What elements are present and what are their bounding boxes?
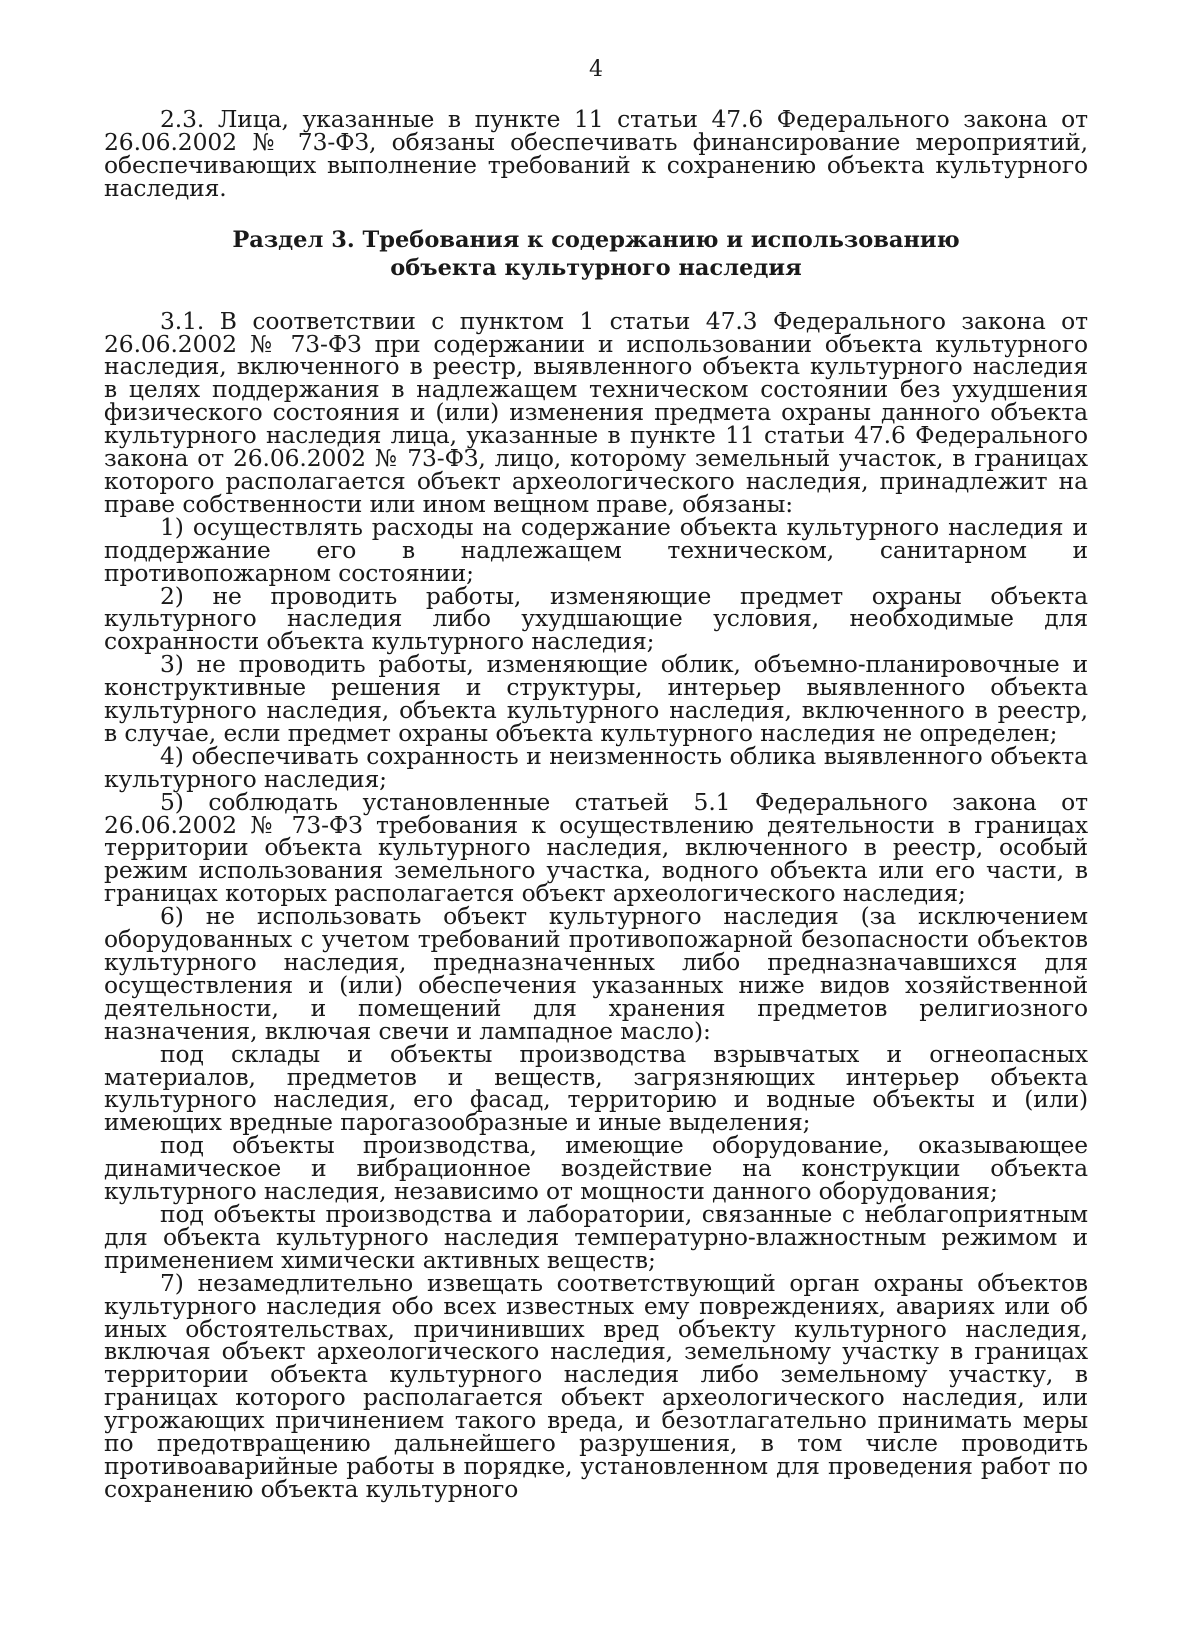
list-item: под объекты производства и лаборатории, связанные с неблагоприятным для объекта культурного наследия температурно-влажностным режимом и применением химически активных веществ; (104, 1199, 1088, 1274)
list-item: 5) соблюдать установленные статьей 5.1 Федерального закона от 26.06.2002 № 73-ФЗ требования к осуществлению деятельности в границах территории объекта культурного наследия, включенного в реестр, особый режим использования земельного участка, водного объекта или его части, в границах которых располагается объект археологического наследия; (104, 787, 1088, 908)
section-3-heading-line-1: Раздел 3. Требования к содержанию и использованию (232, 226, 960, 253)
section-3-heading (104, 226, 1088, 282)
list-item: под склады и объекты производства взрывчатых и огнеопасных материалов, предметов и веществ, загрязняющих интерьер объекта культурного наследия, его фасад, территорию и водные объекты и (или) имеющих вредные парогазообразные и иные выделения; (104, 1039, 1088, 1137)
page-number: 4 (589, 57, 603, 82)
list-item: 6) не использовать объект культурного наследия (за исключением оборудованных с учетом требований противопожарной безопасности объектов культурного наследия, предназначенных либо предназначавшихся для осуществления и (или) обеспечения указанных ниже видов хозяйственной деятельности, и помещений для хранения предметов религиозного назначения, включая свечи и лампадное масло): (104, 902, 1088, 1045)
list-item: 4) обеспечивать сохранность и неизменность облика выявленного объекта культурного наследия; (104, 741, 1088, 793)
list-item: 2) не проводить работы, изменяющие предмет охраны объекта культурного наследия либо ухудшающие условия, необходимые для сохранности объекта культурного наследия; (104, 581, 1088, 656)
paragraph-3-1: 3.1. В соответствии с пунктом 1 статьи 47.3 Федерального закона от 26.06.2002 № 73-ФЗ при содержании и использовании объекта культурного наследия, включенного в реестр, выявленного объекта культурного наследия в целях поддержания в надлежащем техническом состоянии без ухудшения физического состояния и (или) изменения предмета охраны данного объекта культурного наследия лица, указанные в пункте 11 статьи 47.6 Федерального закона от 26.06.2002 № 73-ФЗ, лицо, которому земельный участок, в границах которого располагается объект археологического наследия, принадлежит на праве собственности или ином вещном праве, обязаны: (104, 306, 1088, 518)
list-item: 3) не проводить работы, изменяющие облик, объемно-планировочные и конструктивные решения и структуры, интерьер выявленного объекта культурного наследия, объекта культурного наследия, включенного в реестр, в случае, если предмет охраны объекта культурного наследия не определен; (104, 650, 1088, 747)
document-page (104, 56, 1088, 1501)
section-3-heading-line-2: объекта культурного наследия (390, 254, 802, 281)
paragraph-2-3: 2.3. Лица, указанные в пункте 11 статьи 47.6 Федерального закона от 26.06.2002 № 73-ФЗ, обязаны обеспечивать финансирование мероприятий, обеспечивающих выполнение требований к сохранению объекта культурного наследия. (104, 105, 1088, 202)
list-item: под объекты производства, имеющие оборудование, оказывающее динамическое и вибрационное воздействие на конструкции объекта культурного наследия, независимо от мощности данного оборудования; (104, 1131, 1088, 1206)
obligations-list (104, 512, 1088, 1503)
list-item: 1) осуществлять расходы на содержание объекта культурного наследия и поддержание его в надлежащем техническом, санитарном и противопожарном состоянии; (104, 512, 1088, 587)
list-item: 7) незамедлительно извещать соответствующий орган охраны объектов культурного наследия обо всех известных ему повреждениях, авариях или об иных обстоятельствах, причинивших вред объекту культурного наследия, включая объект археологического наследия, земельному участку в границах территории объекта культурного наследия либо земельному участку, в границах которого располагается объект археологического наследия, или угрожающих причинением такого вреда, и безотлагательно принимать меры по предотвращению дальнейшего разрушения, в том числе проводить противоаварийные работы в порядке, установленном для проведения работ по сохранению объекта культурного (104, 1268, 1088, 1503)
